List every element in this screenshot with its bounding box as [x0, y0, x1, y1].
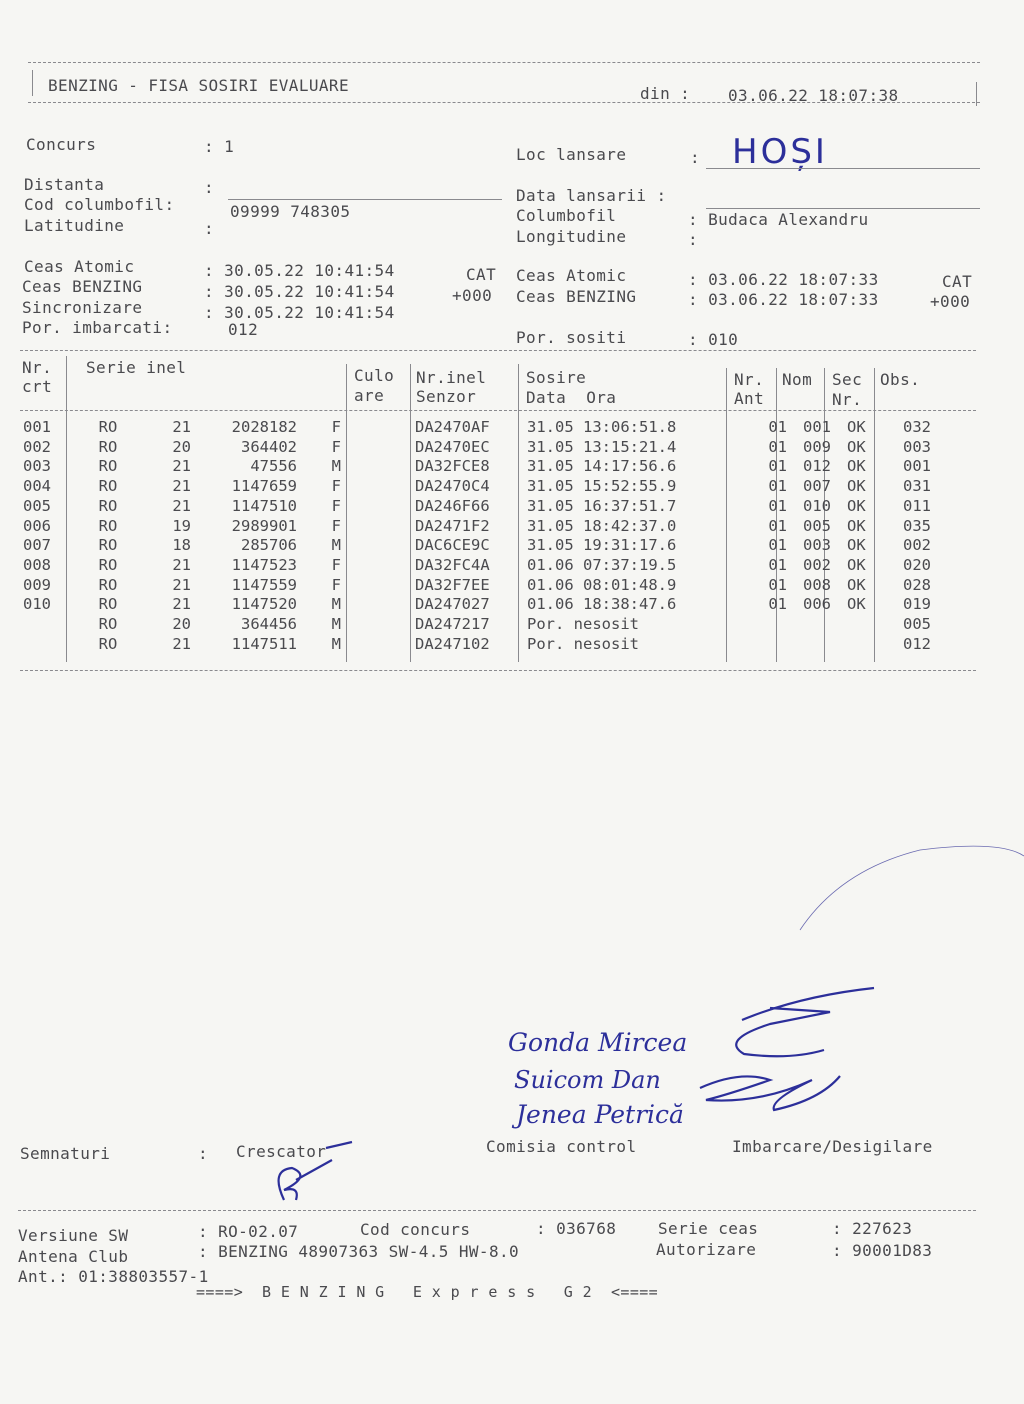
cell-sosire: 01.06 08:01:48.9	[527, 575, 677, 594]
cell-obs: 020	[903, 555, 931, 574]
cell-obs: 012	[903, 634, 931, 653]
cell-an: 21	[172, 496, 191, 515]
print-date-label: din :	[640, 84, 691, 103]
header-culoare-1: Culo	[354, 366, 395, 385]
cell-senzor: DA247027	[415, 595, 490, 614]
sincronizare-label: Sincronizare	[22, 298, 143, 317]
comisia-control-label: Comisia control	[486, 1137, 637, 1156]
cell-tara: RO	[98, 575, 118, 594]
cell-an: 20	[172, 437, 191, 456]
cell-ant: 01	[768, 595, 787, 614]
cell-tara: RO	[98, 477, 118, 496]
por-imbarcati-label: Por. imbarcati:	[22, 318, 173, 337]
cell-obs: 028	[903, 575, 931, 594]
cell-nr: 1147559	[231, 575, 297, 594]
cell-crt: 009	[23, 575, 51, 594]
versiune-sw-value: : RO-02.07	[198, 1222, 299, 1241]
cell-ant: 01	[768, 496, 787, 515]
cell-nom: 002	[803, 555, 831, 574]
cell-sex: F	[331, 555, 341, 574]
cell-senzor: DA246F66	[415, 496, 490, 515]
header-nr-inel-2: Senzor	[416, 387, 477, 406]
header-nr-inel-1: Nr.inel	[416, 368, 487, 387]
cell-nom: 003	[803, 536, 831, 555]
cell-tara: RO	[98, 615, 118, 634]
cell-obs: 031	[903, 477, 931, 496]
cell-sosire: 31.05 13:06:51.8	[527, 418, 677, 436]
cell-an: 21	[172, 457, 191, 476]
longitudine-label: Longitudine	[516, 227, 627, 246]
ceas-benzing-start-value: : 30.05.22 10:41:54	[204, 282, 395, 301]
cell-sex: F	[331, 418, 341, 436]
cell-nr: 285706	[241, 536, 297, 555]
cell-tara: RO	[98, 418, 118, 436]
header-nr-crt-2: crt	[22, 377, 53, 396]
concurs-value: : 1	[204, 137, 235, 156]
sincronizare-value: : 30.05.22 10:41:54	[204, 303, 395, 322]
cell-nr: 1147510	[231, 496, 297, 515]
longitudine-value: :	[688, 230, 699, 249]
latitudine-value: :	[204, 219, 215, 238]
cell-crt: 002	[23, 437, 51, 456]
ceas-atomic-end-zone: CAT	[942, 272, 973, 291]
serie-ceas-label: Serie ceas	[658, 1219, 759, 1238]
por-sositi-value: : 010	[688, 330, 739, 349]
cell-senzor: DAC6CE9C	[415, 536, 490, 555]
data-lansarii-label: Data lansarii :	[516, 186, 667, 205]
cell-nr: 1147659	[231, 477, 297, 496]
por-imbarcati-value: 012	[228, 320, 259, 339]
cell-obs: 035	[903, 516, 931, 535]
cell-tara: RO	[98, 496, 118, 515]
header-culoare-2: are	[354, 386, 385, 405]
columbofil-value: : Budaca Alexandru	[688, 210, 869, 229]
cell-senzor: DA32F7EE	[415, 575, 490, 594]
latitudine-label: Latitudine	[24, 216, 125, 235]
cell-sec: OK	[847, 595, 866, 614]
pen-trace-line	[800, 846, 1024, 930]
cell-sosire: 31.05 16:37:51.7	[527, 496, 677, 515]
cell-sosire: 31.05 14:17:56.6	[527, 457, 677, 476]
cell-tara: RO	[98, 595, 118, 614]
print-date-value: 03.06.22 18:07:38	[728, 86, 899, 105]
serie-ceas-value: : 227623	[832, 1219, 913, 1238]
cell-tara: RO	[98, 457, 118, 476]
cod-concurs-label: Cod concurs	[360, 1220, 471, 1239]
cell-crt: 003	[23, 457, 51, 476]
header-sec-2: Nr.	[832, 390, 863, 409]
ceas-benzing-end-label: Ceas BENZING	[516, 287, 637, 306]
cell-an: 21	[172, 634, 191, 653]
cell-senzor: DA2470AF	[415, 418, 490, 436]
cell-obs: 003	[903, 437, 931, 456]
cell-sec: OK	[847, 516, 866, 535]
cell-an: 21	[172, 595, 191, 614]
cell-obs: 001	[903, 457, 931, 476]
cell-sex: F	[331, 516, 341, 535]
autorizare-label: Autorizare	[656, 1240, 757, 1259]
columbofil-label: Columbofil	[516, 206, 617, 225]
cell-sex: M	[331, 634, 341, 653]
antena-club-label: Antena Club	[18, 1247, 129, 1266]
cell-sosire: 31.05 18:42:37.0	[527, 516, 677, 535]
cell-nom: 006	[803, 595, 831, 614]
cell-sex: F	[331, 477, 341, 496]
cod-concurs-value: : 036768	[536, 1219, 617, 1238]
semnaturi-label: Semnaturi	[20, 1144, 111, 1163]
cell-tara: RO	[98, 437, 118, 456]
cell-sosire: 01.06 18:38:47.6	[527, 595, 677, 614]
ceas-atomic-start-zone: CAT	[466, 265, 497, 284]
cell-sex: M	[331, 595, 341, 614]
cell-tara: RO	[98, 634, 118, 653]
cell-an: 21	[172, 418, 191, 436]
cell-senzor: DA32FC4A	[415, 555, 490, 574]
cell-ant: 01	[768, 536, 787, 555]
ceas-atomic-start-value: : 30.05.22 10:41:54	[204, 261, 395, 280]
cell-crt: 010	[23, 595, 51, 614]
antena-club-value: : BENZING 48907363 SW-4.5 HW-8.0	[198, 1242, 520, 1261]
versiune-sw-label: Versiune SW	[18, 1226, 129, 1245]
header-nr-ant-2: Ant	[734, 389, 765, 408]
cell-crt: 006	[23, 516, 51, 535]
ceas-atomic-start-label: Ceas Atomic	[24, 257, 135, 276]
loc-lansare-colon: :	[690, 148, 701, 167]
benzing-brand-line: ====> B E N Z I N G E x p r e s s G 2 <====	[196, 1283, 659, 1301]
cell-obs: 011	[903, 496, 931, 515]
cell-senzor: DA247217	[415, 615, 490, 634]
cell-sosire: Por. nesosit	[527, 615, 639, 634]
header-sec-1: Sec	[832, 370, 863, 389]
antena-id-line: Ant.: 01:38803557-1	[18, 1267, 209, 1286]
cell-crt: 007	[23, 536, 51, 555]
cell-sex: F	[331, 575, 341, 594]
cell-nr: 1147511	[231, 634, 297, 653]
cell-obs: 005	[903, 615, 931, 634]
cell-nom: 009	[803, 437, 831, 456]
cell-ant: 01	[768, 555, 787, 574]
cell-sec: OK	[847, 418, 866, 436]
concurs-label: Concurs	[26, 135, 97, 154]
cell-nr: 1147523	[231, 555, 297, 574]
header-serie-inel: Serie inel	[86, 358, 187, 377]
cell-sosire: Por. nesosit	[527, 634, 639, 653]
cell-senzor: DA247102	[415, 634, 490, 653]
cell-ant: 01	[768, 575, 787, 594]
signature-name-2: Suicom Dan	[514, 1066, 661, 1094]
ceas-benzing-end-value: : 03.06.22 18:07:33	[688, 290, 879, 309]
header-sosire-2: Data Ora	[526, 388, 617, 407]
header-nom: Nom	[782, 370, 813, 389]
footer-top-rule	[18, 1210, 976, 1211]
cell-sosire: 31.05 15:52:55.9	[527, 477, 677, 496]
cell-crt: 005	[23, 496, 51, 515]
ceas-benzing-start-offset: +000	[452, 286, 493, 305]
cell-an: 21	[172, 555, 191, 574]
cell-sosire: 01.06 07:37:19.5	[527, 555, 677, 574]
distanta-value: :	[204, 178, 215, 197]
header-sosire-1: Sosire	[526, 368, 587, 387]
ceas-benzing-end-offset: +000	[930, 292, 971, 311]
cell-senzor: DA2471F2	[415, 516, 490, 535]
cell-nom: 005	[803, 516, 831, 535]
document-title: BENZING - FISA SOSIRI EVALUARE	[48, 76, 349, 95]
crescator-label: Crescator	[236, 1142, 327, 1161]
cell-crt: 001	[23, 418, 51, 436]
cell-ant: 01	[768, 477, 787, 496]
cell-sec: OK	[847, 477, 866, 496]
semnaturi-colon: :	[198, 1144, 209, 1163]
cell-nom: 007	[803, 477, 831, 496]
cell-tara: RO	[98, 536, 118, 555]
cod-columbofil-value: 09999 748305	[230, 202, 351, 221]
cell-tara: RO	[98, 516, 118, 535]
breeder-signature-mark	[279, 1142, 352, 1200]
signature-name-1: Gonda Mircea	[508, 1028, 688, 1057]
cell-sex: M	[331, 536, 341, 555]
header-obs: Obs.	[880, 370, 921, 389]
cell-senzor: DA2470C4	[415, 477, 490, 496]
cell-ant: 01	[768, 457, 787, 476]
cell-tara: RO	[98, 555, 118, 574]
cell-nr: 2028182	[231, 418, 297, 436]
autorizare-value: : 90001D83	[832, 1241, 933, 1260]
cell-sex: F	[331, 437, 341, 456]
cod-columbofil-label: Cod columbofil:	[24, 195, 175, 214]
cell-senzor: DA32FCE8	[415, 457, 490, 476]
cell-an: 21	[172, 575, 191, 594]
cell-nr: 1147520	[231, 595, 297, 614]
cell-an: 19	[172, 516, 191, 535]
cell-sec: OK	[847, 536, 866, 555]
cell-nr: 2989901	[231, 516, 297, 535]
cell-an: 21	[172, 477, 191, 496]
cell-obs: 002	[903, 536, 931, 555]
cell-crt: 008	[23, 555, 51, 574]
cell-nr: 364402	[241, 437, 297, 456]
cell-ant: 01	[768, 418, 787, 436]
cell-sex: M	[331, 457, 341, 476]
cell-sex: F	[331, 496, 341, 515]
cell-nr: 47556	[250, 457, 297, 476]
signature-name-3: Jenea Petrică	[516, 1100, 684, 1129]
cell-an: 18	[172, 536, 191, 555]
header-nr-ant-1: Nr.	[734, 370, 765, 389]
ceas-atomic-end-label: Ceas Atomic	[516, 266, 627, 285]
cell-obs: 032	[903, 418, 931, 436]
cell-sosire: 31.05 19:31:17.6	[527, 536, 677, 555]
header-nr-crt-1: Nr.	[22, 358, 53, 377]
por-sositi-label: Por. sositi	[516, 328, 627, 347]
loc-lansare-label: Loc lansare	[516, 145, 627, 164]
cell-sec: OK	[847, 575, 866, 594]
cell-ant: 01	[768, 516, 787, 535]
cell-an: 20	[172, 615, 191, 634]
cell-sec: OK	[847, 496, 866, 515]
ceas-benzing-start-label: Ceas BENZING	[22, 277, 143, 296]
cell-sec: OK	[847, 437, 866, 456]
cell-sec: OK	[847, 555, 866, 574]
cell-ant: 01	[768, 437, 787, 456]
imbarcare-desigilare-label: Imbarcare/Desigilare	[732, 1137, 933, 1156]
cell-crt: 004	[23, 477, 51, 496]
loc-lansare-handwritten: HOȘI	[732, 132, 828, 172]
commission-signature-mark	[700, 988, 874, 1110]
cell-nom: 010	[803, 496, 831, 515]
cell-nom: 001	[803, 418, 831, 436]
cell-sec: OK	[847, 457, 866, 476]
cell-sosire: 31.05 13:15:21.4	[527, 437, 677, 456]
cell-nr: 364456	[241, 615, 297, 634]
cell-obs: 019	[903, 595, 931, 614]
cell-nom: 012	[803, 457, 831, 476]
cell-nom: 008	[803, 575, 831, 594]
cell-senzor: DA2470EC	[415, 437, 490, 456]
cell-sex: M	[331, 615, 341, 634]
ceas-atomic-end-value: : 03.06.22 18:07:33	[688, 270, 879, 289]
distanta-label: Distanta	[24, 175, 105, 194]
